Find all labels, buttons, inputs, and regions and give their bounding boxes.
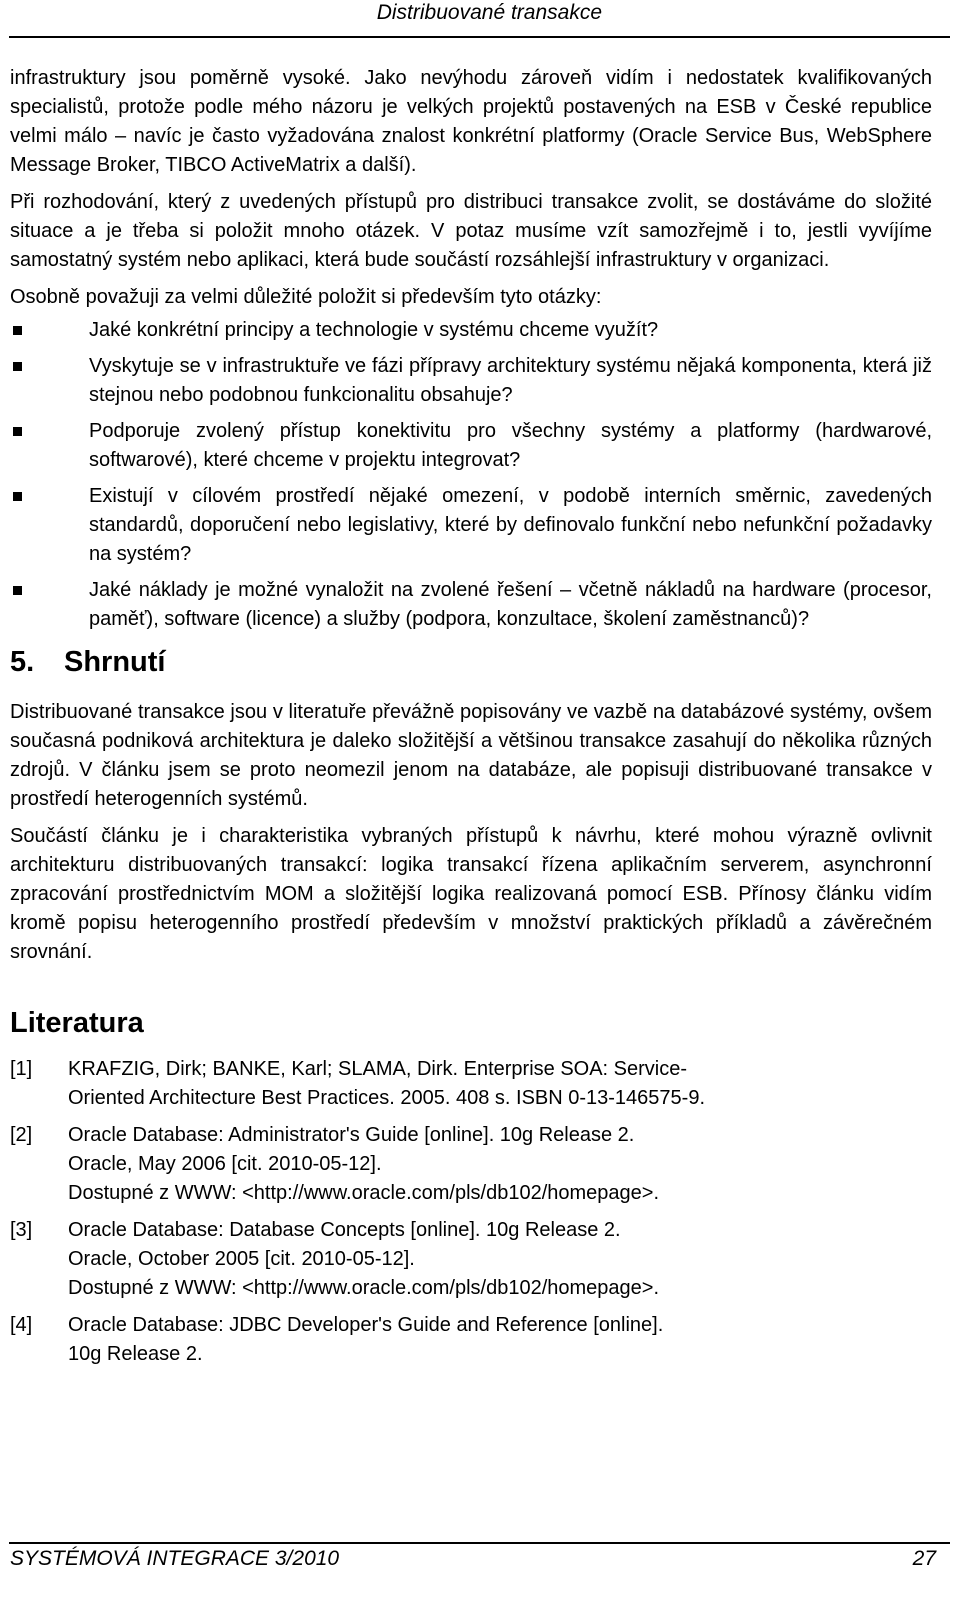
section-title: Shrnutí	[64, 646, 166, 678]
square-bullet-icon	[13, 586, 22, 595]
list-item	[10, 576, 932, 634]
square-bullet-icon	[13, 427, 22, 436]
square-bullet-icon	[13, 492, 22, 501]
list-item	[10, 482, 932, 569]
running-header: Distribuované transakce	[376, 1, 602, 24]
header-rule	[9, 36, 950, 38]
square-bullet-icon	[13, 326, 22, 335]
paragraph: Osobně považuji za velmi důležité položit si především tyto otázky:	[10, 286, 602, 308]
reference-line: KRAFZIG, Dirk; BANKE, Karl; SLAMA, Dirk. Enterprise SOA: Service-	[68, 1058, 688, 1080]
list-item	[10, 417, 932, 475]
reference-line: Dostupné z WWW: <http://www.oracle.com/pls/db102/homepage>.	[68, 1277, 660, 1299]
literature-heading: Literatura	[10, 1007, 144, 1039]
reference-line: Oracle, October 2005 [cit. 2010-05-12].	[68, 1248, 415, 1270]
footer-rule	[9, 1542, 950, 1544]
reference-line: Oracle Database: JDBC Developer's Guide and Reference [online].	[68, 1314, 664, 1336]
reference-line: 10g Release 2.	[68, 1343, 203, 1365]
paragraph: Při rozhodování, který z uvedených přístupů pro distribuci transakce zvolit, se dostáváme do složité situace a je třeba si položit mnoho otázek. V potaz musíme vzít samozřejmě i to, jestli vyvíjíme samostatný systém nebo aplikaci, která bude součástí rozsáhlejší infrastruktury v organizaci.	[10, 191, 932, 271]
footer-page-number: 27	[912, 1547, 936, 1570]
reference-line: Oracle Database: Administrator's Guide [online]. 10g Release 2.	[68, 1124, 635, 1146]
section-heading	[10, 644, 932, 680]
footer-journal: SYSTÉMOVÁ INTEGRACE 3/2010	[10, 1547, 340, 1570]
reference-line: Oracle Database: Database Concepts [online]. 10g Release 2.	[68, 1219, 621, 1241]
reference-item	[10, 1055, 932, 1113]
reference-item	[10, 1121, 932, 1208]
reference-list	[10, 1055, 932, 1369]
reference-item	[10, 1216, 932, 1303]
reference-number: [3]	[10, 1219, 33, 1241]
question-list	[10, 316, 932, 634]
reference-line: Dostupné z WWW: <http://www.oracle.com/pls/db102/homepage>.	[68, 1182, 660, 1204]
square-bullet-icon	[13, 362, 22, 371]
page-content	[10, 64, 932, 1377]
reference-number: [4]	[10, 1314, 33, 1336]
paragraph: Distribuované transakce jsou v literatuře převážně popisovány ve vazbě na databázové systémy, ovšem současná podniková architektura je daleko složitější a většinou transakce zasahují do několika různých zdrojů. V článku jsem se proto neomezil jenom na databáze, ale popisuji distribuované transakce v prostředí heterogenních systémů.	[10, 701, 932, 810]
list-item	[10, 316, 932, 345]
list-item	[10, 352, 932, 410]
list-item-text: Existují v cílovém prostředí nějaké omezení, v podobě interních směrnic, zavedených standardů, doporučení nebo legislativy, které by definovalo funkční nebo nefunkční požadavky na systém?	[89, 485, 932, 565]
paragraph: infrastruktury jsou poměrně vysoké. Jako nevýhodu zároveň vidím i nedostatek kvalifikovaných specialistů, protože podle mého názoru je velkých projektů postavených na ESB v České republice velmi málo – navíc je často vyžadována znalost konkrétní platformy (Oracle Service Bus, WebSphere Message Broker, TIBCO ActiveMatrix a další).	[10, 67, 932, 176]
list-item-text: Jaké konkrétní principy a technologie v systému chceme využít?	[89, 319, 659, 341]
section-number: 5.	[10, 646, 35, 678]
list-item-text: Vyskytuje se v infrastruktuře ve fázi přípravy architektury systému nějaká komponenta, která již stejnou nebo podobnou funkcionalitu obsahuje?	[89, 355, 932, 406]
reference-number: [2]	[10, 1124, 33, 1146]
reference-item	[10, 1311, 932, 1369]
reference-number: [1]	[10, 1058, 33, 1080]
list-item-text: Jaké náklady je možné vynaložit na zvolené řešení – včetně nákladů na hardware (procesor, paměť), software (licence) a služby (podpora, konzultace, školení zaměstnanců)?	[89, 579, 932, 630]
paragraph: Součástí článku je i charakteristika vybraných přístupů k návrhu, které mohou výrazně ovlivnit architekturu distribuovaných transakcí: logika transakcí řízena aplikačním serverem, asynchronní zpracování prostřednictvím MOM a složitější logika realizovaná pomocí ESB. Přínosy článku vidím kromě popisu heterogenního prostředí především v množství praktických příkladů a závěrečném srovnání.	[10, 825, 932, 963]
list-item-text: Podporuje zvolený přístup konektivitu pro všechny systémy a platformy (hardwarové, softwarové), které chceme v projektu integrovat?	[89, 420, 932, 471]
reference-line: Oracle, May 2006 [cit. 2010-05-12].	[68, 1153, 382, 1175]
reference-line: Oriented Architecture Best Practices. 2005. 408 s. ISBN 0-13-146575-9.	[68, 1087, 706, 1109]
